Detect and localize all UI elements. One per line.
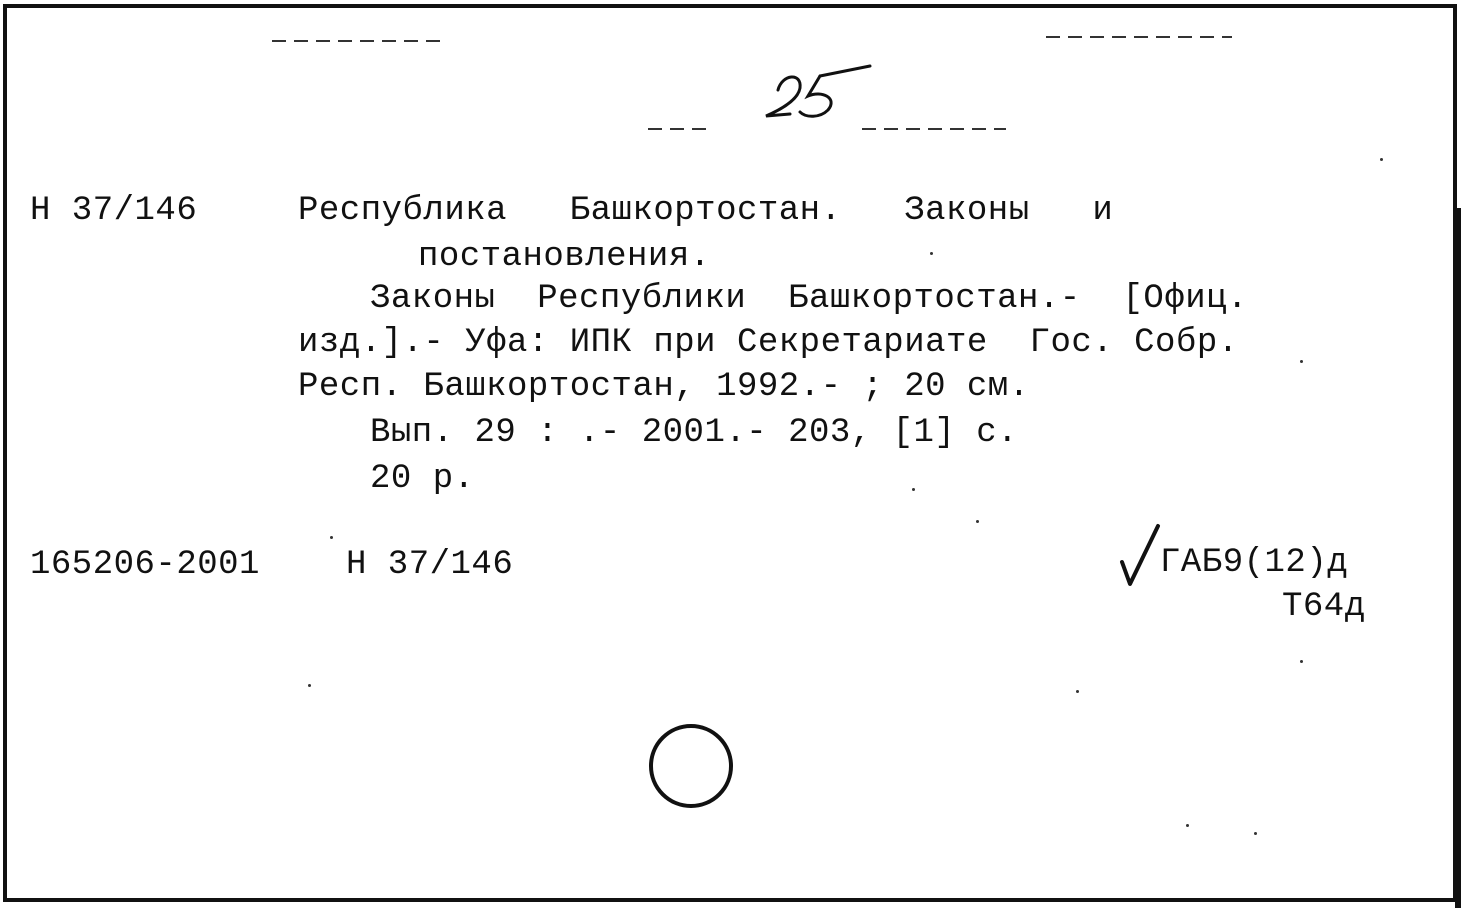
- classification-code: ГАБ9(12)д: [1160, 544, 1349, 582]
- scan-speck: [976, 520, 979, 523]
- body-line-5: 20 р.: [370, 460, 475, 498]
- scan-speck: [308, 684, 311, 687]
- check-mark-icon: [1118, 522, 1166, 588]
- handwritten-number-25: [760, 60, 880, 130]
- scan-speck: [1254, 832, 1257, 835]
- body-line-4: Вып. 29 : .- 2001.- 203, [1] с.: [370, 414, 1019, 452]
- handwritten-number-text: 25: [760, 60, 762, 61]
- body-line-3: Респ. Башкортостан, 1992.- ; 20 см.: [298, 368, 1030, 406]
- shelf-mark: Н 37/146: [30, 192, 198, 230]
- scan-speck: [912, 488, 915, 491]
- scan-speck: [1076, 690, 1079, 693]
- heading-line-2: постановления.: [418, 238, 711, 276]
- body-line-2: изд.].- Уфа: ИПК при Секретариате Гос. Собр.: [298, 324, 1239, 362]
- scan-speck: [1300, 660, 1303, 663]
- inventory-number: 165206-2001: [30, 546, 260, 584]
- scan-speck: [1300, 360, 1303, 363]
- punch-hole-circle: [649, 724, 733, 808]
- scan-speck: [330, 536, 333, 539]
- top-right-dashed-line: [1046, 36, 1232, 38]
- scan-speck: [930, 252, 933, 255]
- shelf-mark-bottom: Н 37/146: [346, 546, 514, 584]
- body-line-1: Законы Республики Башкортостан.- [Офиц.: [370, 280, 1248, 318]
- heading-line-1: Республика Башкортостан. Законы и: [298, 192, 1114, 230]
- scan-speck: [1186, 824, 1189, 827]
- scan-speck: [1380, 158, 1383, 161]
- number-right-dash: [862, 128, 1006, 130]
- number-left-dash: [648, 128, 708, 130]
- top-left-dashed-line: [272, 40, 442, 42]
- author-code: Т64д: [1282, 588, 1366, 626]
